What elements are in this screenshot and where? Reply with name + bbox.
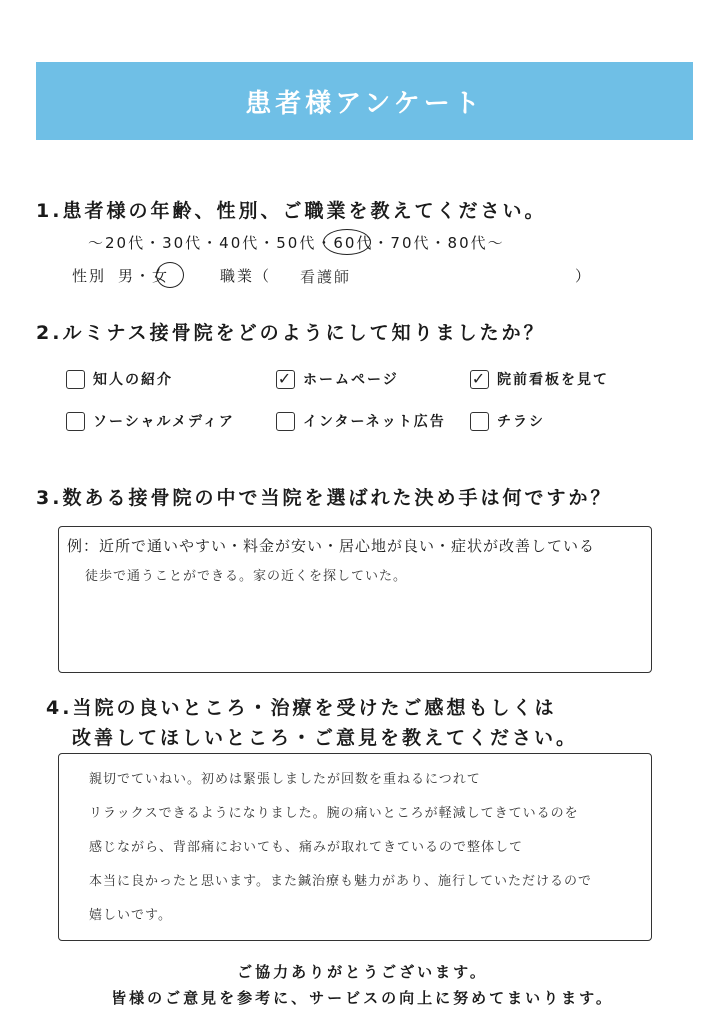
question-2-title: 2.ルミナス接骨院をどのようにして知りましたか？ <box>36 322 546 344</box>
answer-3-text: 徒歩で通うことができる。家の近くを探していた。 <box>85 569 408 584</box>
option-label: 院前看板を見て <box>497 372 609 388</box>
occupation-answer: 看護師 <box>300 268 352 286</box>
checkbox-homepage[interactable] <box>276 370 295 389</box>
option-label: ソーシャルメディア <box>93 414 235 430</box>
option-homepage[interactable] <box>276 369 399 389</box>
option-internet-ad[interactable] <box>276 411 446 431</box>
question-4-title-line2: 改善してほしいところ・ご意見を教えてください。 <box>72 727 579 749</box>
answer-4-line: 親切でていねい。初めは緊張しましたが回数を重ねるにつれて <box>89 772 481 787</box>
survey-title: 患者様アンケート <box>245 88 484 119</box>
option-signboard[interactable] <box>470 369 609 389</box>
answer-4-line: 嬉しいです。 <box>89 908 172 923</box>
occupation-label: 職業（ <box>220 267 272 285</box>
answer-box-3[interactable] <box>58 526 652 673</box>
answer-4-line: リラックスできるようになりました。腕の痛いところが軽減してきているのを <box>89 806 579 821</box>
option-flyer[interactable] <box>470 411 545 431</box>
check-mark-icon: ✓ <box>471 369 488 388</box>
gender-label: 性別 <box>72 267 107 285</box>
option-label: インターネット広告 <box>303 414 446 430</box>
footer-message: 皆様のご意見を参考に、サービスの向上に努めてまいります。 <box>111 989 614 1007</box>
checkbox-acquaintance[interactable] <box>66 370 85 389</box>
checkbox-social-media[interactable] <box>66 412 85 431</box>
gender-selected-circle <box>156 262 184 288</box>
survey-header <box>36 62 693 140</box>
answer-4-line: 感じながら、背部痛においても、痛みが取れてきているので整体して <box>89 840 524 855</box>
option-label: ホームページ <box>303 372 399 388</box>
option-acquaintance[interactable] <box>66 369 173 389</box>
option-label: チラシ <box>497 414 545 430</box>
answer-4-line: 本当に良かったと思います。また鍼治療も魅力があり、施行していただけるので <box>89 874 592 889</box>
question-3-title: 3.数ある接骨院の中で当院を選ばれた決め手は何ですか？ <box>36 487 613 509</box>
example-text: 例：近所で通いやすい・料金が安い・居心地が良い・症状が改善している <box>67 537 596 555</box>
option-label: 知人の紹介 <box>93 372 173 388</box>
checkbox-flyer[interactable] <box>470 412 489 431</box>
question-4-title-line1: 4.当院の良いところ・治療を受けたご感想もしくは <box>46 697 557 719</box>
checkbox-signboard[interactable] <box>470 370 489 389</box>
answer-box-4[interactable] <box>58 753 652 941</box>
checkbox-internet-ad[interactable] <box>276 412 295 431</box>
occupation-close: ） <box>575 267 593 285</box>
footer-thanks: ご協力ありがとうございます。 <box>237 963 488 981</box>
question-1-title: 1.患者様の年齢、性別、ご職業を教えてください。 <box>36 200 547 222</box>
age-options: 〜20代・30代・40代・50代・60代・70代・80代〜 <box>88 234 505 252</box>
check-mark-icon: ✓ <box>277 369 294 388</box>
age-selected-circle <box>323 229 371 255</box>
gender-options: 男・女 <box>118 267 170 285</box>
option-social-media[interactable] <box>66 411 235 431</box>
